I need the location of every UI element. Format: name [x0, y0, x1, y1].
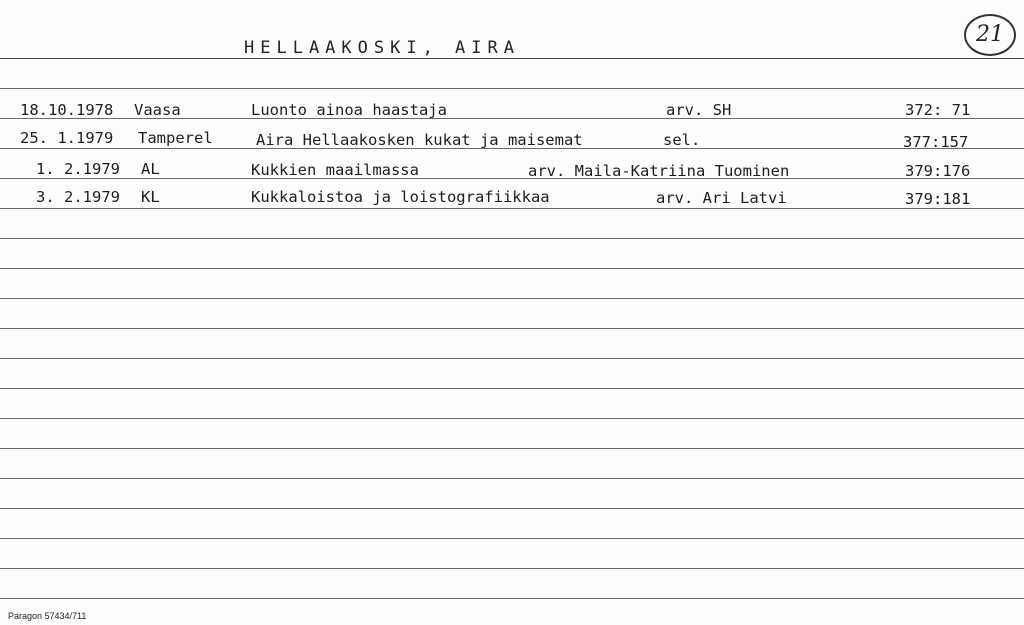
ruled-line [0, 268, 1024, 269]
printer-mark: Paragon 57434/711 [8, 611, 87, 621]
ruled-line [0, 178, 1024, 179]
entry-date: 18.10.1978 [20, 101, 114, 119]
ruled-line [0, 448, 1024, 449]
ruled-line [0, 418, 1024, 419]
entry-ref: 379:176 [905, 162, 971, 180]
entry-place: KL [141, 188, 160, 206]
entry-date: 3. 2.1979 [36, 188, 120, 206]
ruled-line [0, 238, 1024, 239]
ruled-line [0, 298, 1024, 299]
entry-place: Tamperel [138, 129, 213, 147]
entry-ref: 379:181 [905, 190, 971, 208]
ruled-line [0, 208, 1024, 209]
ruled-line [0, 598, 1024, 599]
entry-ref: 372: 71 [905, 101, 971, 119]
entry-note: arv. SH [666, 101, 732, 119]
entry-place: Vaasa [134, 101, 181, 119]
entry-date: 25. 1.1979 [20, 129, 114, 147]
entry-note: arv. Ari Latvi [656, 189, 787, 207]
ruled-line [0, 358, 1024, 359]
entry-title: Aira Hellaakosken kukat ja maisemat [256, 131, 583, 149]
entry-date: 1. 2.1979 [36, 160, 120, 178]
card-number-circle: 21 [964, 14, 1016, 56]
ruled-line [0, 478, 1024, 479]
entry-title: Kukkien maailmassa [251, 161, 419, 179]
ruled-line [0, 88, 1024, 89]
entry-place: AL [141, 160, 160, 178]
ruled-line [0, 388, 1024, 389]
entry-title: Luonto ainoa haastaja [251, 101, 447, 119]
entry-note: arv. Maila-Katriina Tuominen [528, 162, 790, 180]
header-rule [0, 58, 1024, 59]
ruled-line [0, 508, 1024, 509]
card-heading: HELLAAKOSKI, AIRA [244, 38, 520, 58]
ruled-line [0, 568, 1024, 569]
entry-ref: 377:157 [903, 133, 969, 151]
entry-note: sel. [663, 131, 701, 149]
entry-title: Kukkaloistoa ja loistografiikkaa [251, 188, 550, 206]
ruled-line [0, 538, 1024, 539]
ruled-line [0, 328, 1024, 329]
